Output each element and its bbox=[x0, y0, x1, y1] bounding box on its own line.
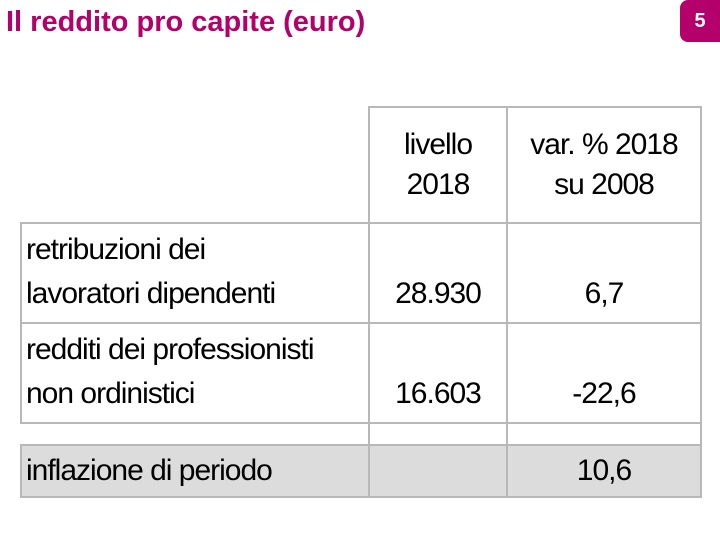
spacer-cell bbox=[21, 423, 369, 445]
row-label-line2: non ordinistici bbox=[26, 377, 195, 410]
header-empty-cell bbox=[21, 107, 369, 223]
header-level-line2: 2018 bbox=[406, 168, 470, 201]
table-row bbox=[21, 223, 701, 323]
row-label-employees bbox=[21, 223, 369, 323]
header-change-2018-2008 bbox=[507, 107, 701, 223]
inflation-change: 10,6 bbox=[507, 445, 701, 497]
header-change-line2: su 2008 bbox=[554, 168, 654, 201]
row-level-professionals: 16.603 bbox=[369, 323, 507, 423]
table-header-row bbox=[21, 107, 701, 223]
table-spacer-row bbox=[21, 423, 701, 445]
row-level-employees: 28.930 bbox=[369, 223, 507, 323]
spacer-cell bbox=[507, 423, 701, 445]
page-number-badge bbox=[680, 0, 720, 42]
row-change-professionals: -22,6 bbox=[507, 323, 701, 423]
row-label-line1: redditi dei professionisti bbox=[26, 333, 314, 366]
inflation-row bbox=[21, 445, 701, 497]
row-label-line2: lavoratori dipendenti bbox=[26, 277, 276, 310]
row-change-employees: 6,7 bbox=[507, 223, 701, 323]
inflation-label: inflazione di periodo bbox=[21, 445, 369, 497]
row-label-professionals bbox=[21, 323, 369, 423]
row-label-line1: retribuzioni dei bbox=[26, 233, 206, 266]
spacer-cell bbox=[369, 423, 507, 445]
header-change-line1: var. % 2018 bbox=[530, 128, 678, 161]
header-level-2018 bbox=[369, 107, 507, 223]
inflation-level bbox=[369, 445, 507, 497]
income-table bbox=[20, 106, 702, 498]
header-level-line1: livello bbox=[403, 128, 473, 161]
slide-title: Il reddito pro capite (euro) bbox=[6, 6, 366, 38]
page-number: 5 bbox=[694, 9, 706, 32]
table-row bbox=[21, 323, 701, 423]
